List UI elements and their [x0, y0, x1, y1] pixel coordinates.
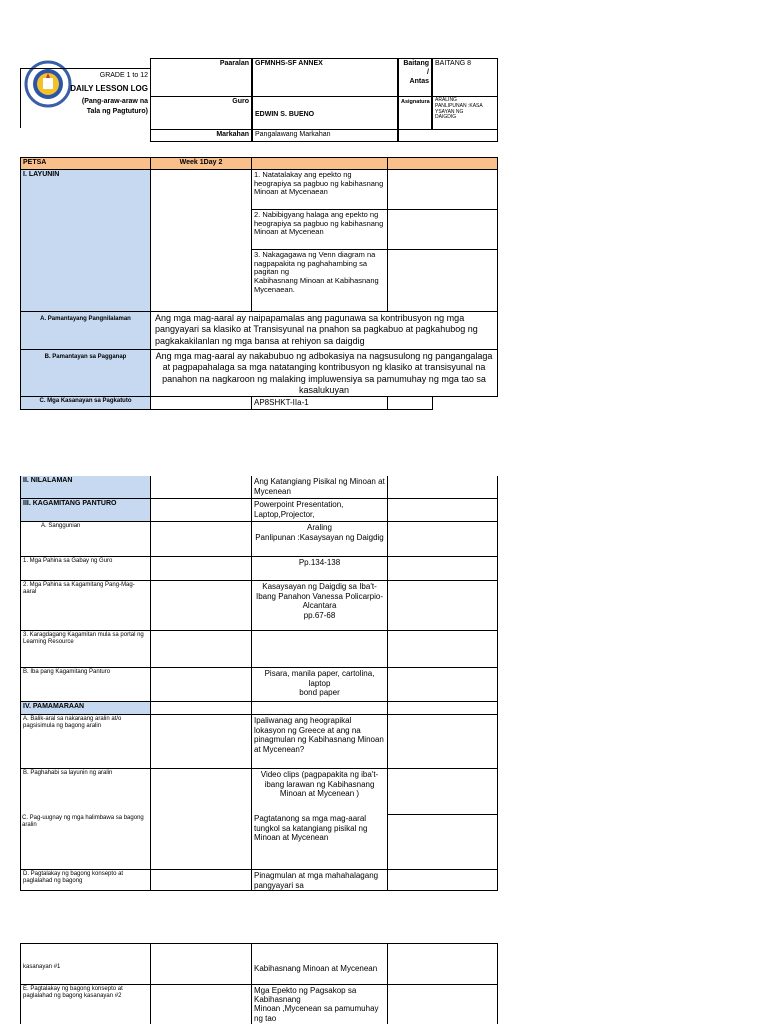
dll-title: DAILY LESSON LOG: [70, 84, 148, 93]
nilalaman-label: II. NILALAMAN: [23, 477, 73, 484]
kagamitan-mag-aaral-label: 2. Mga Pahina sa Kagamitang Pang-Mag-aaral: [23, 582, 135, 596]
paghahabi-value-cell: [251, 768, 388, 815]
kagamitan-value-cell: [251, 498, 388, 522]
asignatura-value-cell: [432, 96, 498, 130]
sanggunian-label-cell: [20, 521, 151, 557]
pagtalakay-2-label: E. Pagtalakay ng bagong konsepto at paglalahad ng bagong kasanayan #2: [23, 986, 123, 1000]
gabay-guro-empty-2: [387, 556, 498, 581]
nilalaman-label-cell: [20, 476, 151, 499]
kasanayan-1-label: kasanayan #1: [23, 964, 61, 970]
markahan-label-cell: [150, 129, 252, 142]
markahan-label: Markahan: [216, 131, 249, 138]
petsa-label: PETSA: [23, 159, 47, 166]
kasanayan-pagkatuto-empty: [150, 396, 252, 410]
pagtalakay-1-value: Pinagmulan at mga mahahalagang pangyayari sa: [254, 871, 379, 890]
paghahabi-label: B. Paghahabi sa layunin ng aralin: [23, 770, 113, 776]
paghahabi-value: Video clips (pagpapakita ng iba't-ibang larawan ng Kabihasnang Minoan at Mycenean ): [260, 770, 379, 799]
iba-pang-empty: [150, 667, 252, 702]
kasanayan-1-label-cell: [20, 943, 151, 985]
sanggunian-value: Araling Panlipunan :Kasaysayan ng Daigdig: [255, 523, 384, 542]
kasanayan-1-empty: [150, 943, 252, 985]
kagamitan-value: Powerpoint Presentation, Laptop,Projector,: [254, 500, 344, 519]
pamamaraan-empty: [150, 701, 252, 715]
kasanayan-pagkatuto-value-cell: [251, 396, 388, 410]
nilalaman-value: Ang Katangiang Pisikal ng Minoan at Mycenean: [254, 477, 385, 496]
balik-aral-value-cell: [251, 714, 388, 769]
pagtalakay-2-label-cell: [20, 984, 151, 1024]
nilalaman-empty: [150, 476, 252, 499]
kagamitan-mag-aaral-value-cell: [251, 580, 388, 631]
kasanayan-1-empty-2: [387, 943, 498, 985]
kagamitan-mag-aaral-empty: [150, 580, 252, 631]
pagtalakay-1-label: D. Pagtalakay ng bagong konsepto at paglalahad ng bagong: [23, 871, 124, 885]
pag-uugnay-empty-2: [387, 814, 498, 870]
pag-uugnay-label: C. Pag-uugnay ng mga halimbawa sa bagong aralin: [22, 815, 144, 829]
paaralan-value: GFMNHS-SF ANNEX: [255, 60, 323, 67]
pamantayang-pangnilalaman-label-cell: [20, 311, 151, 350]
dll-subtitle: (Pang-araw-araw na Tala ng Pagtuturo): [81, 98, 148, 115]
kasanayan-pagkatuto-value: AP8SHKT-IIa-1: [254, 398, 309, 407]
balik-aral-empty-2: [387, 714, 498, 769]
pag-uugnay-value-cell: [251, 813, 388, 870]
guro-value: EDWIN S. BUENO: [255, 111, 315, 118]
kasanayan-pagkatuto-label-cell: [20, 396, 151, 410]
objective-1: 1. Natatalakay ang epekto ng heograpiya sa pagbuo ng kabihasnang Minoan at Mycenaean: [254, 170, 384, 197]
gabay-guro-value-cell: [251, 556, 388, 581]
balik-aral-label: A. Balik-aral sa nakaraang aralin at/o pagsisimula ng bagong aralin: [23, 716, 122, 730]
pagtalakay-2-empty: [150, 984, 252, 1024]
kagamitan-label-cell: [20, 498, 151, 522]
balik-aral-label-cell: [20, 714, 151, 769]
objective-3-cell: [251, 249, 388, 312]
gabay-guro-label-cell: [20, 556, 151, 581]
baitang-value-cell: [432, 58, 498, 97]
guro-value-cell: [252, 96, 398, 130]
markahan-empty-cell: [398, 129, 498, 142]
pagtalakay-2-value-cell: [251, 984, 388, 1024]
kagamitan-mag-aaral-empty-2: [387, 580, 498, 631]
sanggunian-value-cell: [251, 521, 388, 557]
baitang-value: BAITANG 8: [435, 60, 472, 67]
objective-3: 3. Nakagagawa ng Venn diagram na nagpapakita ng paghahambing sa pagitan ng Kabihasnang Minoan at Kabihasnang Mycenaean.: [254, 250, 379, 294]
pagtalakay-1-value-cell: [251, 869, 388, 891]
pag-uugnay-value: Pagtatanong sa mga mag-aaral tungkol sa katangiang pisikal ng Minoan at Mycenean: [254, 814, 368, 843]
kasanayan-1-value: Kabihasnang Minoan at Mycenean: [254, 964, 378, 973]
kagamitan-mag-aaral-value: Kasaysayan ng Daigdig sa Iba't-Ibang Panahon Vanessa Policarpio-Alcantara pp.67-68: [255, 582, 384, 620]
baitang-label: Baitang / Antas: [403, 60, 429, 85]
karagdagang-kagamitan-label: 3. Karagdagang Kagamitan mula sa portal ng Learning Resource: [23, 632, 144, 646]
pamantayang-pangnilalaman-label: A. Pamantayang Pangnilalaman: [40, 316, 131, 322]
iba-pang-kagamitan-value: Pisara, manila paper, cartolina, laptop bond paper: [264, 669, 375, 698]
pamantayan-pagganap-label: B. Pamantayan sa Pagganap: [44, 354, 127, 360]
kagamitan-mag-aaral-label-cell: [20, 580, 151, 631]
pagtalakay-1-label-cell: [20, 869, 151, 891]
gabay-guro-value: Pp.134-138: [298, 558, 341, 567]
objective-3-empty: [387, 249, 498, 312]
sanggunian-empty: [150, 521, 252, 557]
objective-2-cell: [251, 209, 388, 250]
kagamitan-empty-2: [387, 498, 498, 522]
balik-aral-empty: [150, 714, 252, 769]
iba-pang-kagamitan-value-cell: [251, 667, 388, 702]
balik-aral-value: Ipaliwanag ang heograpikal lokasyon ng Greece at ang na pinagmulan ng Kabihasnang Minoan at Mycenean?: [254, 716, 384, 754]
sanggunian-empty-2: [387, 521, 498, 557]
layunin-col2: [150, 169, 252, 312]
nilalaman-value-cell: [251, 476, 388, 499]
pamantayan-pagganap-label-cell: [20, 349, 151, 397]
iba-pang-empty-2: [387, 667, 498, 702]
pamantayan-pagganap-value-cell: [150, 349, 498, 397]
iba-pang-kagamitan-label: B. Iba pang Kagamitang Panturo: [23, 669, 111, 675]
paaralan-label-cell: [150, 58, 252, 97]
kagamitan-empty: [150, 498, 252, 522]
layunin-label: I. LAYUNIN: [23, 171, 60, 178]
objective-2: 2. Nabibigyang halaga ang epekto ng heograpiya sa pagbuo ng kabihasnang Minoan at Mycenean: [254, 210, 384, 237]
pamantayang-pangnilalaman-value-cell: [150, 311, 498, 350]
gabay-guro-empty: [150, 556, 252, 581]
pamamaraan-label-cell: [20, 701, 151, 715]
objective-2-empty: [387, 209, 498, 250]
gabay-guro-label: 1. Mga Pahina sa Gabay ng Guro: [23, 558, 113, 564]
paaralan-value-cell: [252, 58, 398, 97]
pamamaraan-empty-3: [387, 701, 498, 715]
objective-1-empty: [387, 169, 498, 210]
pamamaraan-empty-2: [251, 701, 388, 715]
pamantayan-pagganap-value: Ang mga mag-aaral ay nakabubuo ng adbokasiya na nagsusulong ng pangangalaga at pagpapahalaga sa mga natatanging kontribusyon ng klasiko at transisyunal na panahon na nagkaroon ng malaking impluwensiya sa pamumuhay ng mga tao sa kasalukuyan: [155, 351, 493, 395]
karagdagang-empty: [150, 630, 252, 668]
asignatura-label: Asignatura: [401, 99, 430, 105]
paaralan-label: Paaralan: [219, 60, 249, 67]
paghahabi-empty-2: [387, 768, 498, 815]
iba-pang-kagamitan-label-cell: [20, 667, 151, 702]
guro-label-cell: [150, 96, 252, 130]
objective-1-cell: [251, 169, 388, 210]
guro-label: Guro: [232, 98, 249, 105]
kasanayan-pagkatuto-empty-2: [387, 396, 433, 410]
pamamaraan-label: IV. PAMAMARAAN: [23, 703, 85, 710]
karagdagang-empty-3: [387, 630, 498, 668]
week-label: Week 1Day 2: [179, 159, 223, 166]
pagtalakay-1-empty-2: [387, 869, 498, 891]
paghahabi-empty: [150, 768, 252, 870]
sanggunian-label: A. Sanggunian: [41, 523, 81, 529]
asignatura-value: ARALING PANLIPUNAN :KASA YSAYAN NG DAIGDIG: [435, 97, 483, 121]
pamantayang-pangnilalaman-value: Ang mga mag-aaral ay naipapamalas ang pagunawa sa kontribusyon ng mga pangyayari sa klasiko at Transisyunal na pnahon sa pagkabuo at pagkahubog ng pagkakakilanlan ng mga bansa at rehiyon sa daigdig: [155, 313, 478, 346]
kasanayan-pagkatuto-label: C. Mga Kasanayan sa Pagkatuto: [39, 398, 132, 404]
baitang-label-cell: [398, 58, 432, 97]
pagtalakay-1-empty: [150, 869, 252, 891]
karagdagang-empty-2: [251, 630, 388, 668]
markahan-value: Pangalawang Markahan: [255, 131, 331, 138]
nilalaman-empty-2: [387, 476, 498, 499]
layunin-label-cell: [20, 169, 151, 312]
pagtalakay-2-value: Mga Epekto ng Pagsakop sa Kabihasnang Minoan ,Mycenean sa pamumuhay ng tao: [254, 986, 379, 1023]
markahan-value-cell: [252, 129, 398, 142]
pagtalakay-2-empty-2: [387, 984, 498, 1024]
asignatura-label-cell: [398, 96, 432, 130]
grade-label: GRADE 1 to 12: [99, 72, 148, 79]
karagdagang-kagamitan-label-cell: [20, 630, 151, 668]
kagamitan-label: III. KAGAMITANG PANTURO: [23, 500, 117, 507]
kasanayan-1-value-cell: [251, 943, 388, 985]
